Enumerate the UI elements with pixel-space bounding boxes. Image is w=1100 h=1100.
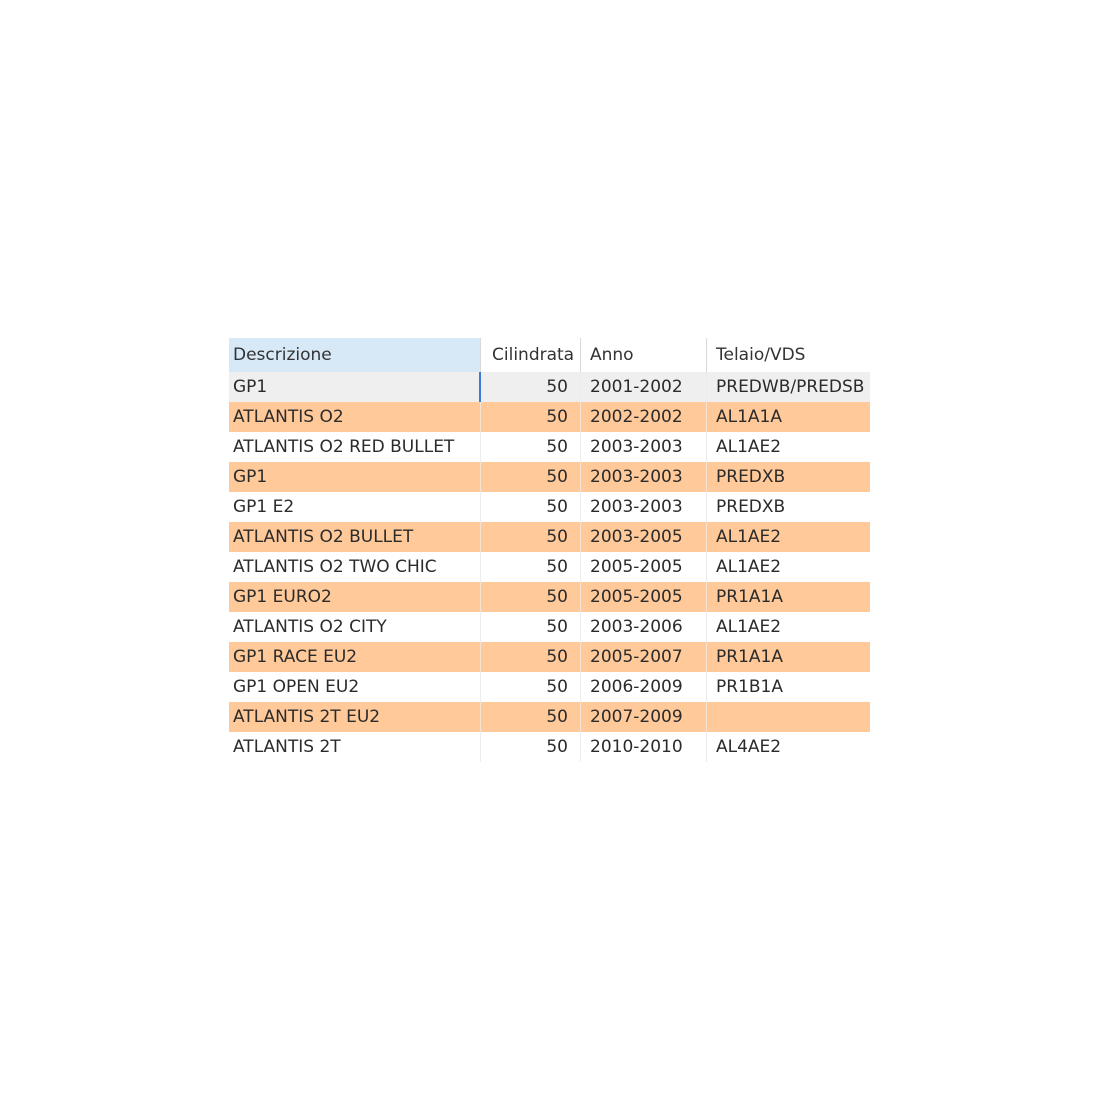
cell-anno[interactable]: 2003-2003	[581, 432, 707, 462]
cell-anno[interactable]: 2002-2002	[581, 402, 707, 432]
cell-cilindrata[interactable]: 50	[481, 702, 581, 732]
cell-anno[interactable]: 2003-2006	[581, 612, 707, 642]
table-row[interactable]	[229, 702, 870, 732]
cell-cilindrata[interactable]: 50	[481, 672, 581, 702]
cell-anno[interactable]: 2005-2005	[581, 552, 707, 582]
cell-cilindrata[interactable]: 50	[481, 372, 581, 402]
cell-telaio[interactable]: AL1AE2	[707, 432, 870, 462]
cell-telaio[interactable]: PREDXB	[707, 462, 870, 492]
cell-telaio[interactable]	[707, 702, 870, 732]
cell-anno[interactable]: 2010-2010	[581, 732, 707, 762]
cell-telaio[interactable]: AL4AE2	[707, 732, 870, 762]
cell-telaio[interactable]: PREDXB	[707, 492, 870, 522]
table-row[interactable]	[229, 672, 870, 702]
grid-header	[229, 338, 870, 372]
cell-descrizione[interactable]: GP1 EURO2	[229, 582, 481, 612]
cell-cilindrata[interactable]: 50	[481, 462, 581, 492]
cell-descrizione[interactable]: ATLANTIS 2T	[229, 732, 481, 762]
column-header-descrizione[interactable]: Descrizione	[229, 338, 481, 372]
cell-telaio[interactable]: AL1AE2	[707, 552, 870, 582]
cell-descrizione[interactable]: GP1 OPEN EU2	[229, 672, 481, 702]
cell-anno[interactable]: 2001-2002	[581, 372, 707, 402]
cell-descrizione[interactable]: GP1	[229, 462, 481, 492]
cell-anno[interactable]: 2003-2005	[581, 522, 707, 552]
table-row[interactable]	[229, 402, 870, 432]
column-header-telaio[interactable]: Telaio/VDS	[707, 338, 870, 372]
column-header-anno[interactable]: Anno	[581, 338, 707, 372]
cell-telaio[interactable]: AL1AE2	[707, 522, 870, 552]
data-grid	[229, 338, 870, 762]
cell-cilindrata[interactable]: 50	[481, 582, 581, 612]
cell-cilindrata[interactable]: 50	[481, 522, 581, 552]
table-row[interactable]	[229, 612, 870, 642]
table-row[interactable]	[229, 462, 870, 492]
cell-telaio[interactable]: PR1A1A	[707, 582, 870, 612]
cell-cilindrata[interactable]: 50	[481, 492, 581, 522]
cell-anno[interactable]: 2007-2009	[581, 702, 707, 732]
cell-descrizione[interactable]: GP1 E2	[229, 492, 481, 522]
column-header-cilindrata[interactable]: Cilindrata	[481, 338, 581, 372]
cell-descrizione[interactable]: GP1 RACE EU2	[229, 642, 481, 672]
cell-cilindrata[interactable]: 50	[481, 612, 581, 642]
cell-anno[interactable]: 2006-2009	[581, 672, 707, 702]
cell-telaio[interactable]: AL1A1A	[707, 402, 870, 432]
cell-descrizione[interactable]: GP1	[229, 372, 481, 402]
cell-telaio[interactable]: PR1B1A	[707, 672, 870, 702]
cell-descrizione[interactable]: ATLANTIS 2T EU2	[229, 702, 481, 732]
cell-cilindrata[interactable]: 50	[481, 402, 581, 432]
cell-descrizione[interactable]: ATLANTIS O2 BULLET	[229, 522, 481, 552]
cell-cilindrata[interactable]: 50	[481, 432, 581, 462]
cell-descrizione[interactable]: ATLANTIS O2	[229, 402, 481, 432]
cell-cilindrata[interactable]: 50	[481, 552, 581, 582]
table-row[interactable]	[229, 732, 870, 762]
table-row[interactable]	[229, 492, 870, 522]
table-row[interactable]	[229, 432, 870, 462]
cell-telaio[interactable]: PREDWB/PREDSB	[707, 372, 870, 402]
cell-telaio[interactable]: AL1AE2	[707, 612, 870, 642]
table-row[interactable]	[229, 642, 870, 672]
table-row[interactable]	[229, 552, 870, 582]
cell-anno[interactable]: 2003-2003	[581, 492, 707, 522]
table-row[interactable]	[229, 522, 870, 552]
cell-anno[interactable]: 2005-2007	[581, 642, 707, 672]
cell-anno[interactable]: 2005-2005	[581, 582, 707, 612]
cell-anno[interactable]: 2003-2003	[581, 462, 707, 492]
cell-descrizione[interactable]: ATLANTIS O2 RED BULLET	[229, 432, 481, 462]
cell-descrizione[interactable]: ATLANTIS O2 TWO CHIC	[229, 552, 481, 582]
cell-descrizione[interactable]: ATLANTIS O2 CITY	[229, 612, 481, 642]
cell-cilindrata[interactable]: 50	[481, 642, 581, 672]
cell-telaio[interactable]: PR1A1A	[707, 642, 870, 672]
cell-cilindrata[interactable]: 50	[481, 732, 581, 762]
table-row[interactable]	[229, 582, 870, 612]
table-row[interactable]	[229, 372, 870, 402]
